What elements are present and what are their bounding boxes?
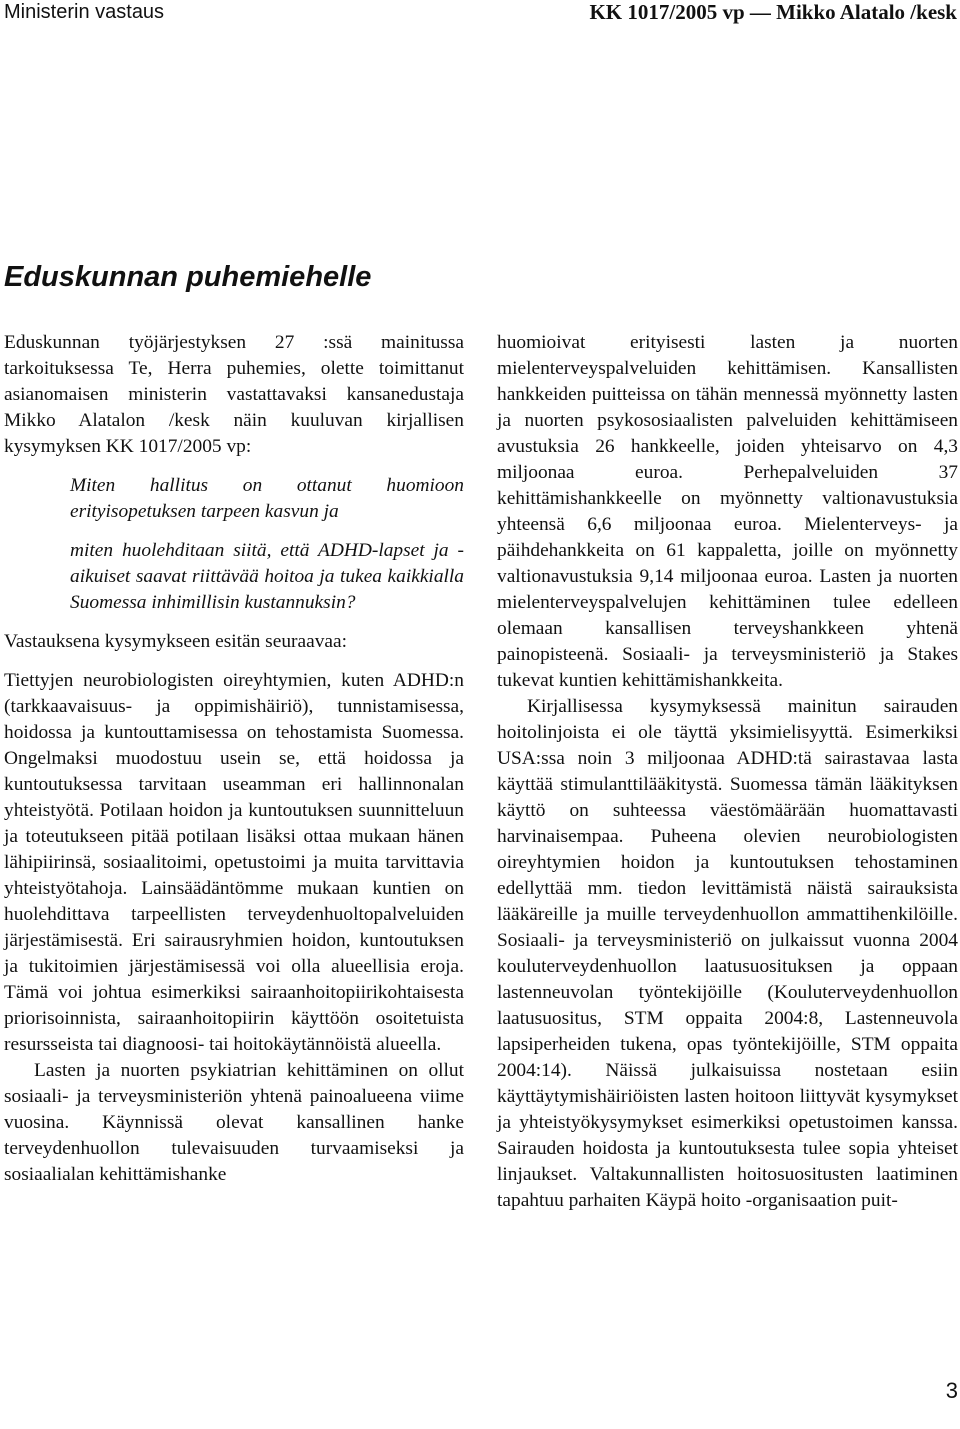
answer-paragraph-3: huomioivat erityisesti lasten ja nuorten mielenterveyspalveluiden kehittämisen. Kansallisten hankkeiden puitteissa on tähän mennessä myönnetty lasten ja nuorten psykososiaalisten palveluiden kehittämiseen avustuksia 26 hankkeelle, joiden yhteisarvo on 4,3 miljoonaa euroa. Perhepalveluiden 37 kehittämishankkeelle on myönnetty valtionavustuksia yhteensä 6,6 miljoonaa euroa. Mielenterveys- ja päihdehankkeita on 61 kappaletta, joille on myönnetty valtionavustuksia 9,14 miljoonaa euroa. Lasten ja nuorten mielenterveyspalvelujen kehittäminen tulee edelleen olemaan kansallisen terveyshankkeen yhtenä painopisteenä. Sosiaali- ja terveysministeriö ja Stakes tukevat kuntien kehittämishankkeita. bbox=[497, 332, 958, 691]
question-2: miten huolehditaan siitä, että ADHD-lapset ja -aikuiset saavat riittävää hoitoa ja tukea kaikkialla Suomessa inhimillisin kustannuksin? bbox=[70, 540, 464, 613]
right-column bbox=[497, 330, 958, 1214]
intro-paragraph: Eduskunnan työjärjestyksen 27 :ssä mainitussa tarkoituksessa Te, Herra puhemies, olette toimittanut asianomaisen ministerin vastattavaksi kansanedustaja Mikko Alatalon /kesk näin kuuluvan kirjallisen kysymyksen KK 1017/2005 vp: bbox=[4, 332, 464, 457]
answer-paragraph-1: Tiettyjen neurobiologisten oireyhtymien, kuten ADHD:n (tarkkaavaisuus- ja oppimishäiriö), tunnistamisessa, hoidossa ja kuntouttamisessa on tehostamista Suomessa. Ongelmaksi muodostuu usein se, että hoidossa ja kuntoutuksessa tarvitaan useamman eri hallinnonalan yhteistyötä. Potilaan hoidon ja kuntoutuksen suunnitteluun ja toteutukseen pitää potilaan lisäksi ottaa mukaan hänen lähipiirinsä, sosiaalitoimi, opetustoimi ja muita tarvittavia yhteistyötahoja. Lainsäädäntömme mukaan kuntien on huolehdittava tarpeellisten terveydenhuoltopalveluiden järjestämisestä. Eri sairausryhmien hoidon, kuntoutuksen ja tukitoimien järjestämisessä voi olla alueellisia eroja. Tämä voi johtua esimerkiksi sairaanhoitopiirikohtaisesta priorisoinnista, sairaanhoitopiirin käyttöön osoitetuista resursseista tai diagnoosi- tai hoitokäytännöistä alueella. bbox=[4, 670, 464, 1055]
question-1: Miten hallitus on ottanut huomioon erityisopetuksen tarpeen kasvun ja bbox=[70, 475, 464, 522]
answer-paragraph-2: Lasten ja nuorten psykiatrian kehittäminen on ollut sosiaali- ja terveysministeriön yhtenä painoalueena viime vuosina. Käynnissä olevat kansallinen hanke terveydenhuollon tulevaisuuden turvaamiseksi ja sosiaalialan kehittämishanke bbox=[4, 1060, 464, 1185]
header-document-id: KK 1017/2005 vp — Mikko Alatalo /kesk bbox=[589, 0, 957, 24]
page-number: 3 bbox=[945, 1378, 958, 1403]
left-column bbox=[4, 330, 464, 1188]
answer-intro: Vastauksena kysymykseen esitän seuraavaa: bbox=[4, 631, 347, 652]
header-left-title: Ministerin vastaus bbox=[4, 1, 165, 23]
addressee-heading: Eduskunnan puhemiehelle bbox=[4, 261, 372, 293]
answer-paragraph-4: Kirjallisessa kysymyksessä mainitun sairauden hoitolinjoista ei ole täyttä yksimielisyyttä. Esimerkiksi USA:ssa noin 3 miljoonaa ADHD:tä sairastavaa lasta käyttää stimulanttilääkitystä. Suomessa tämän lääkityksen käyttö on suhteessa väestömäärään huomattavasti harvinaisempaa. Puheena olevien neurobiologisten oireyhtymien hoidon ja kuntoutuksen tehostaminen edellyttää mm. tiedon levittämistä näistä sairauksista lääkäreille ja muille terveydenhuollon ammattihenkilöille. Sosiaali- ja terveysministeriö on julkaissut vuonna 2004 kouluterveydenhuollon laatusuosituksen ja oppaan lastenneuvolan työntekijöille (Kouluterveydenhuollon laatusuositus, STM oppaita 2004:8, Lastenneuvola lapsiperheiden tukena, opas työntekijöille, STM oppaita 2004:14). Näissä julkaisuissa nostetaan esiin käyttäytymishäiriöisten lasten hoitoon liittyvät kysymykset ja yhteistyökysymykset esimerkiksi opetustoimen kanssa. Sairauden hoidosta ja kuntoutuksesta tulee sopia yhteiset linjaukset. Valtakunnallisten hoitosuositusten laatiminen tapahtuu parhaiten Käypä hoito -organisaation puit- bbox=[497, 696, 958, 1211]
